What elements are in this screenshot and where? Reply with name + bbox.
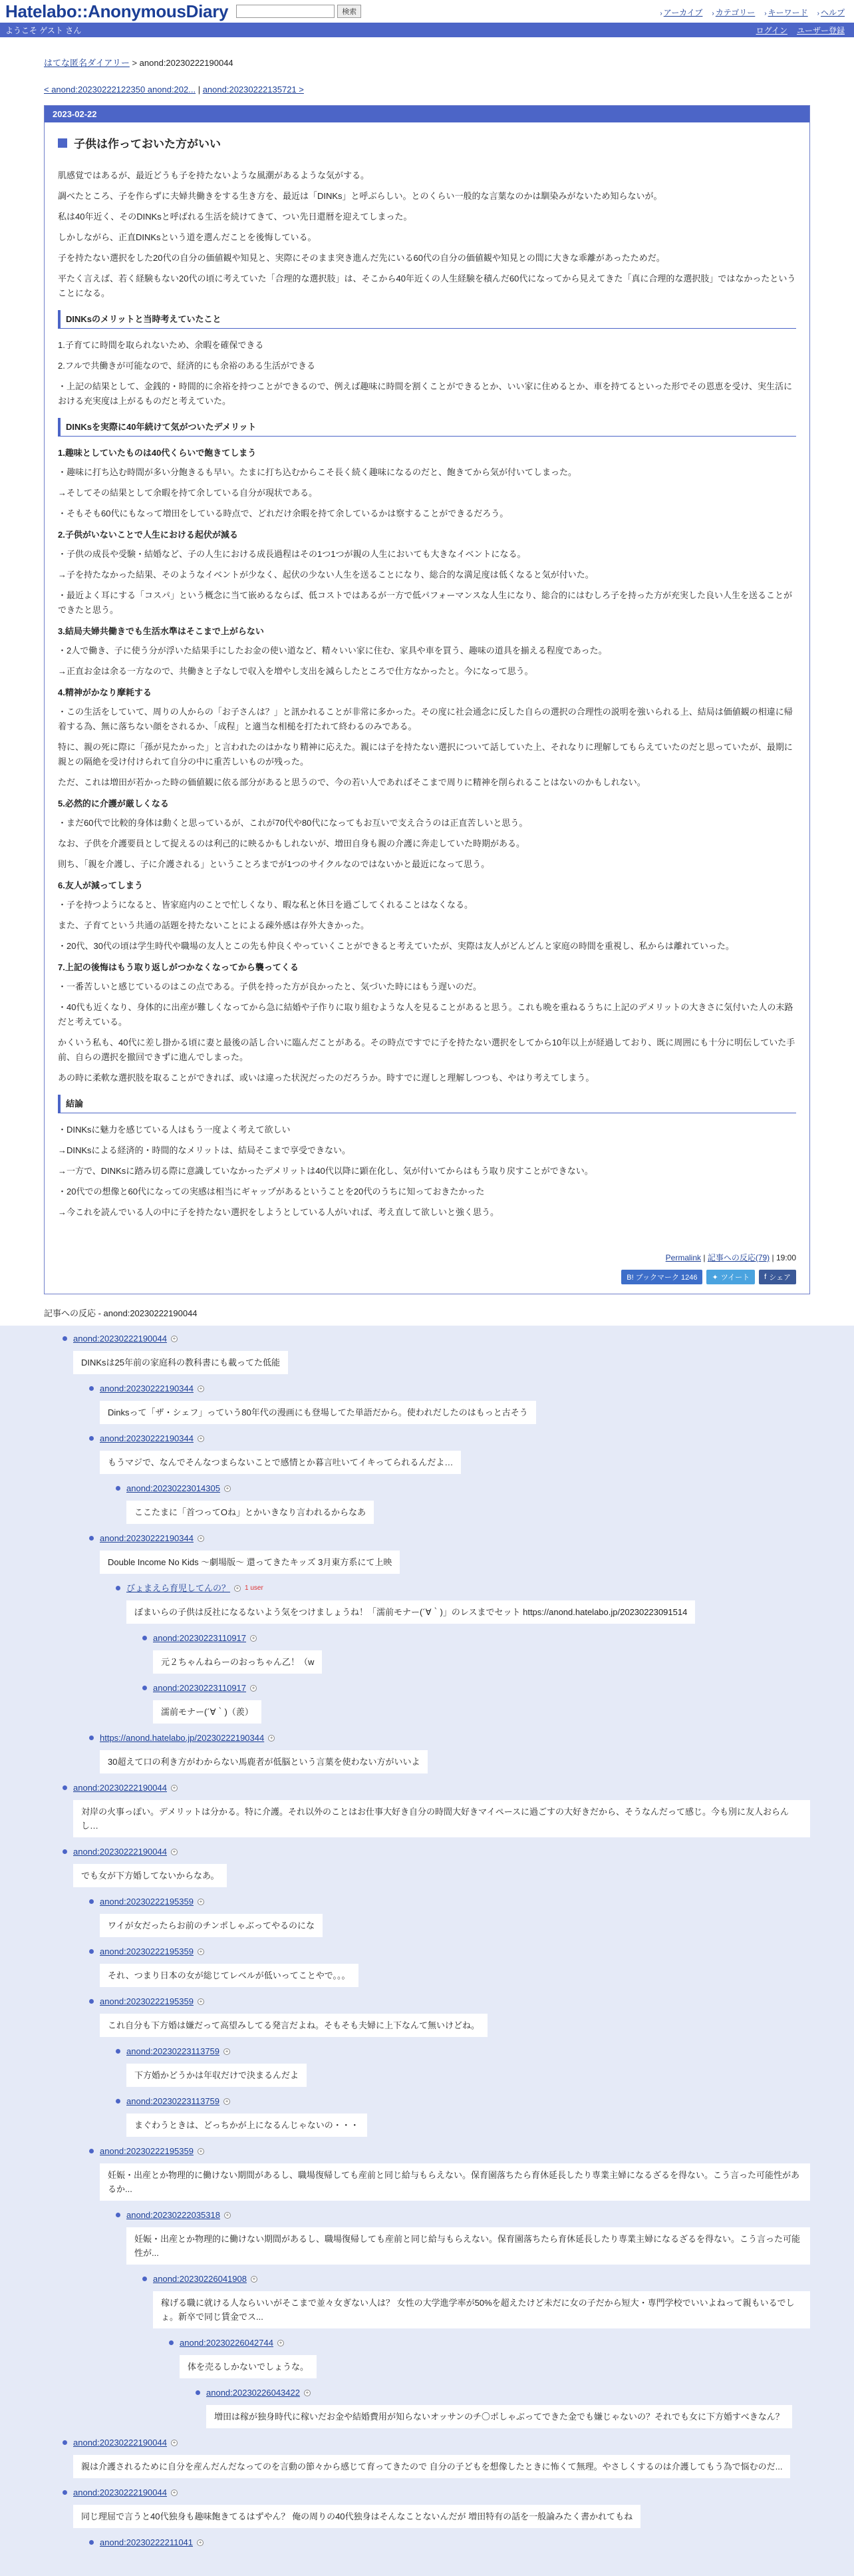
response-header (126, 2045, 810, 2058)
expand-icon[interactable]: + (234, 1585, 241, 1592)
article-date: 2023-02-22 (45, 106, 809, 122)
bullet-icon (63, 1785, 67, 1790)
response-excerpt: それ、つまり日本の女が総じてレベルが低いってことやで。。。 (100, 1964, 358, 1987)
chevron-right-icon: › (764, 10, 767, 17)
response-header (100, 2145, 810, 2158)
bullet-icon (116, 1486, 120, 1491)
site-logo[interactable]: Hatelabo::AnonymousDiary (5, 1, 229, 21)
response-link[interactable]: anond:20230223110917 (153, 1633, 247, 1643)
paragraph: →正直お金は余る一方なので、共働きと子なしで収入を増やし支出を減らしたところで仕方なかったと。今になって思う。 (58, 666, 533, 676)
expand-icon[interactable]: + (198, 1948, 204, 1955)
nav-help[interactable]: ヘルプ (820, 8, 845, 17)
top-nav (660, 7, 845, 18)
response-item (100, 1732, 810, 1781)
search-input[interactable] (236, 5, 335, 18)
nav-archive[interactable]: アーカイブ (663, 8, 703, 17)
chevron-right-icon: › (660, 10, 662, 17)
paragraph: また、子育てという共通の話題を持たないことによる疎外感は存外大きかった。 (58, 920, 370, 930)
nav-category[interactable]: カテゴリー (715, 8, 756, 17)
response-excerpt: 元２ちゃんねらーのおっちゃん乙！（w (153, 1650, 322, 1674)
paragraph: →DINKsによる経済的・時間的なメリットは、結局そこまで享受できない。 (58, 1145, 351, 1155)
paragraph: ・子を持つようになると、皆家庭内のことで忙しくなり、暇な私と休日を過ごしてくれることはなくなる。 (58, 900, 474, 910)
section-heading: DINKsのメリットと当時考えていたこと (58, 310, 796, 329)
expand-icon[interactable]: + (224, 2212, 231, 2219)
response-excerpt: まぐわうときは、どっちかが上になるんじゃないの・・・ (126, 2114, 367, 2137)
response-link[interactable]: anond:20230226041908 (153, 2274, 247, 2284)
responses-link[interactable]: 記事への反応(79) (707, 1253, 770, 1262)
response-header (153, 1682, 810, 1695)
response-excerpt: ここたまに「首つってOね」とかいきなり言われるからなあ (126, 1501, 374, 1524)
welcome-bar (0, 23, 854, 37)
paragraph: ・2人で働き、子に使う分が浮いた結果手にしたお金の使い道など、精々いい家に住む、家具や車を買う、趣味の道具を揃える程度であった。 (58, 645, 607, 655)
response-link[interactable]: anond:20230222190044 (73, 1783, 167, 1793)
bullet-icon (89, 2540, 94, 2545)
response-header (73, 2436, 810, 2450)
paragraph: ・この生活をしていて、周りの人からの「お子さんは？」と訊かれることが非常に多かった。その度に社会通念に反した自らの選択の合理性の説明を強いられる上、結局は価値観の相違に帰着する為、無に落ちない顔をされるか、「成程」と適当な相槌を打たれて終わるのみである。 (58, 707, 793, 731)
response-item (126, 2095, 810, 2145)
expand-icon[interactable]: + (250, 1685, 257, 1692)
square-icon (58, 138, 67, 148)
paragraph: 肌感覚ではあるが、最近どうも子を持たないような風潮があるような気がする。 (58, 170, 370, 180)
bullet-icon (89, 1386, 94, 1391)
response-item (126, 2209, 810, 2273)
sub-heading: 7.上記の後悔はもう取り返しがつかなくなってから襲ってくる (58, 962, 299, 972)
paragraph: ・最近よく耳にする「コスパ」という概念に当て嵌めるならば、低コストではあるが一方で低パフォーマンスな人生になり、総合的にはむしろ子を持った方が充実した良い人生を送ることができたと思う。 (58, 590, 792, 615)
login-link[interactable]: ログイン (756, 25, 787, 35)
expand-icon[interactable]: + (198, 2148, 204, 2155)
response-link[interactable]: anond:20230222035318 (126, 2210, 220, 2220)
breadcrumb: はてな匿名ダイアリー > anond:20230222190044 (44, 58, 233, 68)
response-link[interactable]: びょまえら育児してんの？ (126, 1583, 231, 1593)
response-link[interactable]: anond:20230222190344 (100, 1433, 194, 1443)
response-link[interactable]: anond:20230223110917 (153, 1683, 247, 1693)
sub-heading: 1.趣味としていたものは40代くらいで飽きてしまう (58, 448, 257, 458)
bullet-icon (89, 1999, 94, 2004)
response-item (126, 1482, 810, 1532)
paragraph: ・DINKsに魅力を感じている人はもう一度よく考えて欲しい (58, 1125, 291, 1135)
expand-icon[interactable]: + (198, 1899, 204, 1905)
response-header (73, 2486, 810, 2499)
bullet-icon (142, 1686, 147, 1690)
paragraph: ・そもそも60代にもなって増田をしている時点で、どれだけ余暇を持て余しているかは察することができるだろう。 (58, 508, 509, 518)
response-header (153, 1632, 810, 1645)
top-bar (0, 0, 854, 23)
prev-entry-link[interactable]: < anond:20230222122350 anond:202... (44, 85, 196, 94)
response-link[interactable]: anond:20230222190344 (100, 1533, 194, 1543)
response-excerpt: 下方婚かどうかは年収だけで決まるんだよ (126, 2064, 307, 2087)
expand-icon[interactable]: + (198, 1998, 204, 2005)
response-item (100, 1532, 810, 1582)
response-header (100, 1432, 810, 1445)
response-item (73, 1845, 810, 1895)
response-item (100, 1432, 810, 1482)
bullet-icon (63, 2440, 67, 2445)
response-item (153, 1632, 810, 1682)
expand-icon[interactable]: + (304, 2390, 311, 2396)
response-link[interactable]: https://anond.hatelabo.jp/20230222190344 (100, 1733, 265, 1743)
response-header (126, 2209, 810, 2222)
response-excerpt: 30超えて口の利き方がわからない馬鹿者が低脳という言葉を使わない方がいいよ (100, 1750, 428, 1773)
expand-icon[interactable]: + (198, 1535, 204, 1542)
expand-icon[interactable]: + (198, 1435, 204, 1442)
bullet-icon (116, 1586, 120, 1590)
facebook-icon: f (764, 1273, 767, 1281)
paragraph: 私は40年近く、そのDINKsと呼ばれる生活を続けてきて、つい先日還暦を迎えてしまった。 (58, 212, 412, 222)
response-link[interactable]: anond:20230223014305 (126, 1483, 220, 1493)
response-excerpt: 妊娠・出産とか物理的に働けない期間があるし、職場復帰しても産前と同じ給与もらえない。保育園落ちたら育休延長したり専業主婦になるざるを得ない。こう言った可能性があるか... (100, 2163, 810, 2201)
expand-icon[interactable]: + (171, 1849, 178, 1855)
response-header (100, 1382, 810, 1395)
paragraph: 特に、親の死に際に「孫が見たかった」と言われたのはかなり精神に応えた。親には子を持たない選択について話していた上、それなりに理解してもらえていたのだと思っていたが、最期に親との隔絶を受け付けられて自分の中に重苦しいものが残った。 (58, 742, 793, 767)
response-header (100, 1732, 810, 1745)
response-link[interactable]: anond:20230223113759 (126, 2046, 220, 2056)
paragraph: なお、子供を介護要員として捉えるのは利己的に映るかもしれないが、増田自身も親の介護に奔走していた時期がある。 (58, 838, 525, 848)
response-item (73, 1332, 810, 1382)
expand-icon[interactable]: + (251, 2276, 257, 2283)
expand-icon[interactable]: + (171, 2489, 178, 2496)
response-header (100, 1895, 810, 1909)
sub-heading: 6.友人が減ってしまう (58, 880, 143, 890)
breadcrumb-current: anond:20230222190044 (139, 58, 233, 68)
response-header (73, 1332, 810, 1346)
breadcrumb-home[interactable]: はてな匿名ダイアリー (44, 58, 130, 68)
response-item (73, 2436, 810, 2486)
share-buttons (58, 1270, 796, 1294)
bullet-icon (63, 1849, 67, 1854)
response-item (73, 2486, 810, 2536)
article (44, 105, 810, 1294)
response-header (100, 1532, 810, 1545)
response-excerpt: 同じ理屈で言うと40代独身も趣味飽きてるはずやん？ 俺の周りの40代独身はそんなことないんだが 増田特有の話を一般論みたく書かれてもね (73, 2505, 640, 2528)
response-item (153, 2273, 810, 2336)
bullet-icon (89, 1736, 94, 1740)
response-link[interactable]: anond:20230222195359 (100, 1897, 194, 1907)
bullet-icon (196, 2390, 200, 2395)
bullet-icon (89, 2149, 94, 2153)
bullet-icon (63, 1336, 67, 1341)
response-link[interactable]: anond:20230222190344 (100, 1383, 194, 1393)
response-tree (0, 1326, 854, 2576)
paragraph: 2.フルで共働きが可能なので、経済的にも余裕のある生活ができる (58, 361, 316, 371)
paragraph: あの時に柔軟な選択肢を取ることができれば、或いは違った状況だったのだろうか。時すでに遅しと理解しつつも、やはり考えてしまう。 (58, 1073, 595, 1083)
paragraph: 平たく言えば、若く経験もない20代の頃に考えていた「合理的な選択肢」は、そこから40年近くの人生経験を積んだ60代になってから見えてきた「真に合理的な選択肢」ではなかったということになる。 (58, 274, 796, 298)
paragraph: 調べたところ、子を作らずに夫婦共働きをする生き方を、最近は「DINKs」と呼ぶらしい。とのくらい一般的な言葉なのかは馴染みがないため知らないが。 (58, 191, 662, 201)
expand-icon[interactable]: + (223, 2098, 230, 2105)
search-button[interactable]: 検索 (337, 5, 361, 18)
response-excerpt: ぼまいらの子供は反社になるないよう気をつけましょうね！「濡前モナー(´∀｀)」のレスまでセット https://anond.hatelabo.jp/20230223091514 (126, 1600, 695, 1624)
welcome-text: ようこそ ゲスト さん (5, 25, 82, 35)
bullet-icon (116, 2213, 120, 2217)
paragraph: ・まだ60代で比較的身体は動くと思っているが、これが70代や80代になってもお互いで支え合うのは正直苦しいと思う。 (58, 818, 528, 828)
response-link[interactable]: anond:20230222190044 (73, 1847, 167, 1857)
response-link[interactable]: anond:20230222195359 (100, 2146, 194, 2156)
response-excerpt: 濡前モナー(´∀｀)（羨） (153, 1700, 261, 1724)
paragraph: ・上記の結果として、金銭的・時間的に余裕を持つことができるので、例えば趣味に時間を割くことができるとか、いい家に住めるとか、車を持てるといった形でその恩恵を受け、実生活における充実度は上がるものだと考えていた。 (58, 381, 792, 406)
paragraph: →今これを読んでいる人の中に子を持たない選択をしようとしている人がいれば、考え直して欲しいと強く思う。 (58, 1207, 499, 1217)
response-item (100, 2145, 810, 2209)
response-item (206, 2386, 810, 2436)
expand-icon[interactable]: + (171, 1785, 178, 1791)
response-excerpt: 親は介護されるために自分を産んだんだなってのを言動の節々から感じて育ってきたので 自分の子どもを想像したときに怖くて無理。やさしくするのは介護してもう為で悩むのだ... (73, 2455, 790, 2478)
response-excerpt: でも女が下方婚してないからなあ。 (73, 1864, 227, 1887)
bullet-icon (89, 1899, 94, 1904)
paragraph: ・20代での想像と60代になっての実感は相当にギャップがあるということを20代のうちに知っておきたかった (58, 1187, 485, 1196)
responses-header: 記事への反応 - anond:20230222190044 (44, 1308, 198, 1318)
response-item (180, 2336, 810, 2386)
expand-icon[interactable]: + (277, 2340, 284, 2346)
response-link[interactable]: anond:20230222195359 (100, 1996, 194, 2006)
response-header (100, 1945, 810, 1958)
response-item (100, 2536, 810, 2549)
hatena-bookmark-button[interactable]: B! ブックマーク 1246 (621, 1270, 702, 1284)
bullet-icon (89, 1436, 94, 1441)
paragraph: 則ち、「親を介護し、子に介護される」ということろまでが1つのサイクルなのではないかと最近になって思う。 (58, 859, 490, 869)
response-excerpt: Double Income No Kids ～劇場版～ 還ってきたキッズ 3月東方系にて上映 (100, 1551, 400, 1574)
paragraph: ・趣味に打ち込む時間が多い分飽きるも早い。たまに打ち込むからこそ長く続く趣味になるのだと、飽きてから気が付いてしまった。 (58, 467, 577, 477)
register-link[interactable]: ユーザー登録 (796, 25, 845, 35)
response-item (100, 1895, 810, 1945)
chevron-right-icon: › (712, 10, 714, 17)
response-link[interactable]: anond:20230222190044 (73, 2487, 167, 2497)
post-time: 19:00 (776, 1253, 796, 1262)
response-item (153, 1682, 810, 1732)
response-link[interactable]: anond:20230222190044 (73, 1334, 167, 1344)
expand-icon[interactable]: + (250, 1635, 257, 1642)
response-header (153, 2273, 810, 2286)
expand-icon[interactable]: + (268, 1735, 275, 1742)
response-link[interactable]: anond:20230222190044 (73, 2438, 167, 2448)
next-entry-link[interactable]: anond:20230222135721 > (202, 85, 304, 94)
response-link[interactable]: anond:20230222211041 (100, 2537, 194, 2547)
bullet-icon (169, 2340, 174, 2345)
paragraph: →子を持たなかった結果、そのようなイベントが少なく、起伏の少ない人生を送ることになり、総合的な満足度は低くなると気が付いた。 (58, 570, 594, 580)
facebook-share-button[interactable]: f シェア (759, 1270, 796, 1284)
bullet-icon (89, 1949, 94, 1954)
bullet-icon (116, 2049, 120, 2054)
response-item (100, 1995, 810, 2045)
permalink[interactable]: Permalink (665, 1253, 702, 1262)
paragraph: ・子供の成長や受験・結婚など、子の人生における成長過程はその1つ1つが親の人生においても大きなイベントになる。 (58, 549, 526, 559)
paragraph: かくいう私も、40代に差し掛かる頃に妻と最後の話し合いに臨んだことがある。その時点ですでに子を持たない選択をしてから10年以上が経過しており、既に周囲にも十分に明伝していた手前、自らの選択を撤回できずに進んでしまった。 (58, 1037, 795, 1062)
sub-heading: 3.結局夫婦共働きでも生活水準はそこまで上がらない (58, 626, 264, 636)
paragraph: →そしてその結果として余暇を持て余している自分が現状である。 (58, 488, 318, 498)
response-excerpt: 対岸の火事っぽい。デメリットは分かる。特に介護。それ以外のことはお仕事大好き自分の時間大好きマイペースに過ごすの大好きだから、そうなんだって感じ。今も別に友人おらんし… (73, 1800, 810, 1837)
chevron-right-icon: › (817, 10, 819, 17)
bullet-icon (116, 2099, 120, 2104)
response-header (100, 1995, 810, 2008)
tweet-button[interactable]: ✦ ツイート (706, 1270, 755, 1284)
response-header (73, 1781, 810, 1795)
response-header (126, 2095, 810, 2108)
expand-icon[interactable]: + (171, 2440, 178, 2446)
response-excerpt: ワイが女だったらお前のチンポしゃぶってやるのにな (100, 1914, 323, 1937)
expand-icon[interactable]: + (197, 2539, 204, 2546)
response-link[interactable]: anond:20230223113759 (126, 2096, 220, 2106)
paragraph: しかしながら、正直DINKsという道を選んだことを後悔している。 (58, 232, 317, 242)
search-form (236, 5, 361, 18)
response-excerpt: Dinksって「ザ・シェフ」っていう80年代の漫画にも登場してた単語だから。使われだしたのはもっと古そう (100, 1401, 536, 1424)
expand-icon[interactable]: + (224, 1485, 231, 1492)
response-item (100, 1945, 810, 1995)
section-heading: 結論 (58, 1095, 796, 1113)
article-meta: Permalink | 記事への反応(79) | 19:00 (665, 1253, 796, 1262)
response-link[interactable]: anond:20230226042744 (180, 2338, 273, 2348)
bullet-icon (63, 2490, 67, 2495)
response-item (73, 1781, 810, 1845)
response-item (126, 2045, 810, 2095)
response-excerpt: 妊娠・出産とか物理的に働けない期間があるし、職場復帰しても産前と同じ給与もらえない。保育園落ちたら育休延長したり専業主婦になるざるを得ない。こう言った可能性が... (126, 2227, 810, 2265)
bookmark-users-count[interactable]: 1 user (245, 1584, 263, 1592)
response-item (100, 1382, 810, 1432)
response-excerpt: DINKsは25年前の家庭科の教科書にも載ってた低能 (73, 1351, 288, 1374)
expand-icon[interactable]: + (198, 1385, 204, 1392)
response-header (126, 1582, 810, 1595)
response-header (73, 1845, 810, 1859)
sub-heading: 5.必然的に介護が厳しくなる (58, 799, 169, 809)
section-heading: DINKsを実際に40年続けて気がついたデメリット (58, 418, 796, 437)
response-header (206, 2386, 810, 2400)
twitter-icon: ✦ (712, 1273, 718, 1282)
response-item (126, 1582, 810, 1632)
paragraph: ・一番苦しいと感じているのはこの点である。子供を持った方が良かったと、気づいた時にはもう遅いのだ。 (58, 982, 482, 992)
response-excerpt: これ自分も下方婚は嫌だって高望みしてる発言だよね。そもそも夫婦に上下なんて無いけどね。 (100, 2014, 488, 2037)
paragraph: ・20代、30代の頃は学生時代や職場の友人とこの先も仲良くやっていくことができると考えていたが、実際は友人がどんどんと家庭の時間を重視し、私からは離れていった。 (58, 941, 734, 951)
response-excerpt: もうマジで、なんでそんなつまらないことで感情とか暮言吐いてイキってられるんだよ… (100, 1451, 461, 1474)
bullet-icon (142, 1636, 147, 1640)
response-link[interactable]: anond:20230226043422 (206, 2388, 300, 2398)
expand-icon[interactable]: + (223, 2048, 230, 2055)
bullet-icon (89, 1536, 94, 1541)
response-header (180, 2336, 810, 2350)
sub-heading: 4.精神がかなり摩耗する (58, 687, 152, 697)
paragraph: 1.子育てに時間を取られないため、余暇を確保できる (58, 340, 264, 350)
entry-pager: < anond:20230222122350 anond:202... | anond:20230222135721 > (44, 85, 304, 94)
expand-icon[interactable]: + (171, 1336, 178, 1342)
sub-heading: 2.子供がいないことで人生における起伏が減る (58, 530, 238, 540)
response-excerpt: 体を売るしかないでしょうな。 (180, 2355, 317, 2378)
response-excerpt: 増田は稼が独身時代に稼いだお金や結婚費用が知らないオッサンのチ〇ポしゃぶってできた金でも嫌じゃないの？それでも女に下方婚すべきなん？ (206, 2405, 792, 2428)
response-link[interactable]: anond:20230222195359 (100, 1946, 194, 1956)
nav-keyword[interactable]: キーワード (768, 8, 808, 17)
paragraph: ・40代も近くなり、身体的に出産が難しくなってから急に結婚や子作りに取り組むような人を見ることがあると思う。これも晩を重ねるうちに上記のデメリットの大きさに気付いた人の末路だと考えている。 (58, 1002, 793, 1027)
article-title: 子供は作っておいた方がいい (58, 134, 796, 151)
paragraph: 子を持たない選択をした20代の自分の価値観や知見と、実際にそのまま突き進んだ先にいる60代の自分の価値観や知見との間に大きな乖離があったためだ。 (58, 253, 665, 263)
bullet-icon (142, 2277, 147, 2281)
paragraph: ただ、これは増田が若かった時の価値観に依る部分があると思うので、今の若い人であればそこまで周りに精神を削られることはないのかもしれない。 (58, 777, 646, 787)
response-excerpt: 稼げる職に就ける人ならいいがそこまで並々女ぎない人は？ 女性の大学進学率が50%を超えたけど未だに女の子だから短大・専門学校でいいよねって親もいるでしょ。新卒で同じ賃金でス... (153, 2291, 810, 2328)
response-header (126, 1482, 810, 1495)
paragraph: →一方で、DINKsに踏み切る際に意識していなかったデメリットは40代以降に顕在化し、気が付いてからはもう取り戻すことができない。 (58, 1166, 593, 1176)
response-header (100, 2536, 810, 2549)
